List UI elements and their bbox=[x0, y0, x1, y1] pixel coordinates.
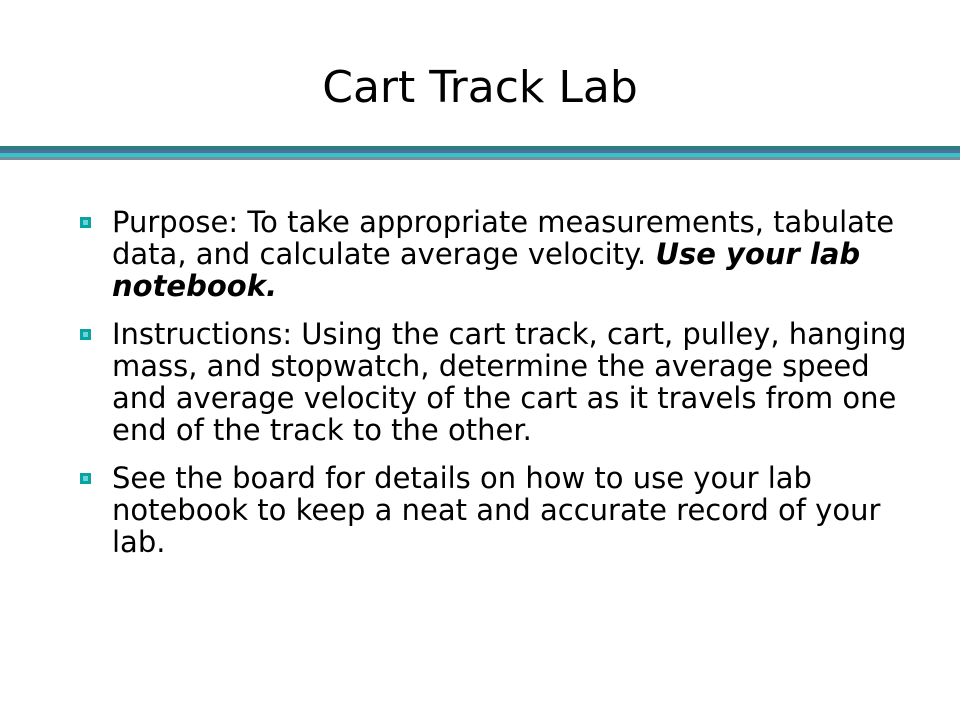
bullet-list bbox=[78, 206, 908, 574]
square-bullet-icon bbox=[80, 217, 91, 228]
square-bullet-icon bbox=[80, 329, 91, 340]
square-bullet-icon bbox=[80, 473, 91, 484]
bullet-emphasis: Use your lab notebook. bbox=[112, 237, 861, 303]
bullet-item-instructions bbox=[78, 318, 908, 446]
bullet-text: Instructions: Using the cart track, cart, pulley, hanging mass, and stopwatch, determine the average speed and average velocity of the cart as it travels from one end of the track to the other. bbox=[112, 317, 907, 447]
title-divider bbox=[0, 146, 960, 160]
bullet-item-purpose bbox=[78, 206, 908, 302]
divider-line-4 bbox=[0, 157, 960, 160]
slide-title: Cart Track Lab bbox=[322, 62, 638, 113]
bullet-item-notebook bbox=[78, 462, 908, 558]
bullet-text: Purpose: To take appropriate measurements, tabulate data, and calculate average velocity. bbox=[112, 205, 895, 271]
bullet-text: See the board for details on how to use your lab notebook to keep a neat and accurate record of your lab. bbox=[112, 461, 881, 559]
